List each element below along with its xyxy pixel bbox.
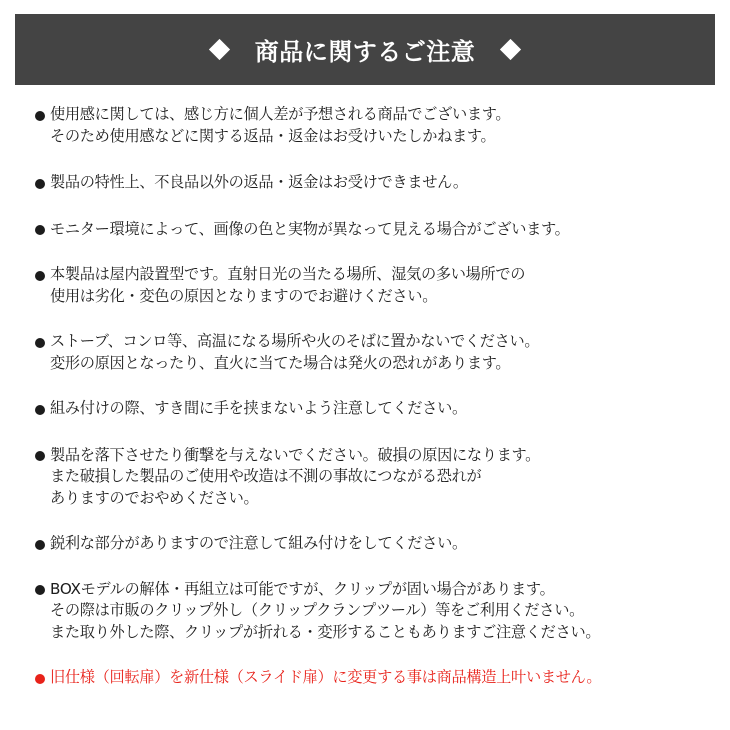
bullet-icon — [35, 405, 45, 415]
note-line: 組み付けの際、すき間に手を挟まないよう注意してください。 — [50, 399, 467, 417]
note-item — [34, 398, 714, 420]
note-line: BOXモデルの解体・再組立は可能ですが、クリップが固い場合があります。 — [50, 579, 555, 598]
note-item — [34, 172, 714, 194]
note-item — [34, 579, 714, 644]
bullet-icon — [35, 674, 45, 684]
note-line: また取り外した際、クリップが折れる・変形することもありますご注意ください。 — [50, 622, 601, 641]
note-line: 旧仕様（回転扉）を新仕様（スライド扉）に変更する事は商品構造上叶いません。 — [50, 668, 602, 686]
note-line: その際は市販のクリップ外し（クリップクランプツール）等をご利用ください。 — [50, 601, 584, 619]
note-line: また破損した製品のご使用や改造は不測の事故につながる恐れが — [50, 467, 482, 485]
bullet-icon — [35, 585, 45, 595]
bullet-icon — [35, 451, 45, 461]
note-item — [34, 533, 714, 555]
notice-title: 商品に関するご注意 — [254, 38, 476, 66]
note-line: ストーブ、コンロ等、高温になる場所や火のそばに置かないでください。 — [50, 332, 540, 350]
note-item — [34, 331, 714, 374]
diamond-icon — [209, 39, 230, 60]
note-line: 鋭利な部分がありますので注意して組み付けをしてください。 — [50, 534, 467, 552]
note-item — [34, 264, 714, 307]
note-line: 変形の原因となったり、直火に当てた場合は発火の恐れがあります。 — [50, 353, 511, 372]
note-line: ありますのでおやめください。 — [50, 488, 259, 507]
note-line: 製品の特性上、不良品以外の返品・返金はお受けできません。 — [50, 173, 468, 191]
notice-header — [15, 14, 715, 85]
note-line: 使用感に関しては、感じ方に個人差が予想される商品でございます。 — [50, 105, 511, 123]
bullet-icon — [35, 179, 45, 189]
note-line: 本製品は屋内設置型です。直射日光の当たる場所、湿気の多い場所での — [50, 265, 526, 283]
bullet-icon — [35, 338, 45, 348]
bullet-icon — [35, 225, 45, 235]
diamond-icon — [500, 39, 521, 60]
bullet-icon — [35, 271, 45, 281]
note-item — [34, 219, 714, 241]
bullet-icon — [35, 540, 45, 550]
note-line: モニター環境によって、画像の色と実物が異なって見える場合がございます。 — [50, 219, 570, 238]
note-item — [34, 445, 714, 510]
bullet-icon — [35, 111, 45, 121]
note-line: 製品を落下させたり衝撃を与えないでください。破損の原因になります。 — [50, 445, 541, 464]
notice-list — [34, 104, 714, 689]
warning-note-item — [34, 667, 714, 689]
note-line: 使用は劣化・変色の原因となりますのでお避けください。 — [50, 286, 438, 305]
note-line: そのため使用感などに関する返品・返金はお受けいたしかねます。 — [50, 126, 496, 145]
note-item — [34, 104, 714, 147]
